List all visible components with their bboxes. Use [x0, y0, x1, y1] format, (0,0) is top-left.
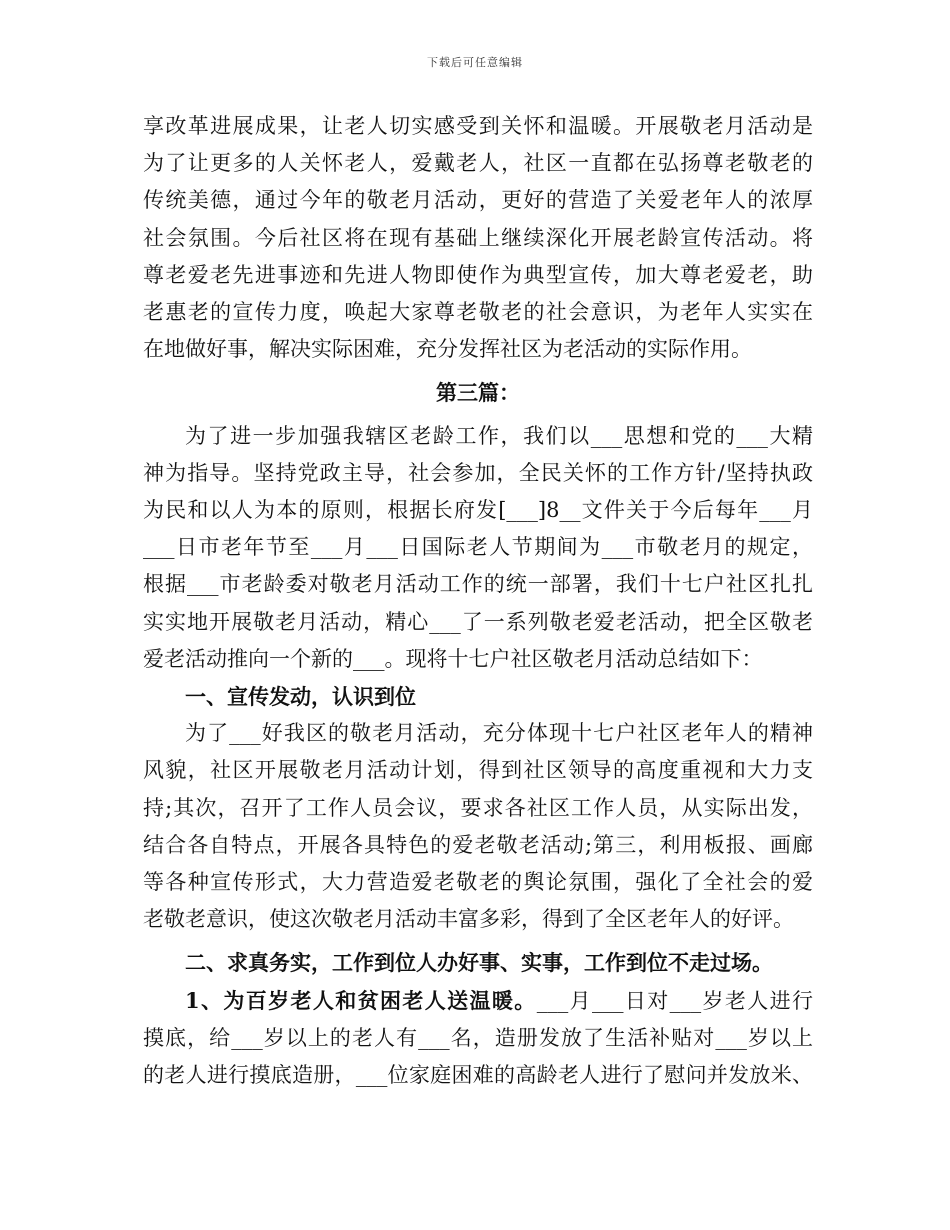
text-line: 摸底，给___岁以上的老人有___名，造册发放了生活补贴对___岁以上 [143, 1025, 813, 1050]
text-line: ___日市老年节至___月___日国际老人节期间为___市敬老月的规定， [143, 535, 813, 560]
text-line: 尊老爱老先进事迹和先进人物即使作为典型宣传，加大尊老爱老，助 [143, 262, 813, 287]
text-line: 根据___市老龄委对敬老月活动工作的统一部署，我们十七户社区扎扎 [143, 572, 813, 597]
paragraph-continuation [143, 108, 813, 368]
text-line [143, 982, 813, 1020]
text-line: 社会氛围。今后社区将在现有基础上继续深化开展老龄宣传活动。将 [143, 225, 813, 250]
section-heading: 第三篇： [436, 380, 520, 406]
paragraph-publicity [143, 715, 813, 938]
text-line: 为了进一步加强我辖区老龄工作，我们以___思想和党的___大精 [185, 423, 813, 448]
text-line: 爱老活动推向一个新的___。现将十七户社区敬老月活动总结如下： [143, 646, 763, 671]
page-header: 下载后可任意编辑 [427, 56, 523, 69]
text-line: 在地做好事，解决实际困难，充分发挥社区为老活动的实际作用。 [143, 337, 752, 362]
text-line: 持;其次，召开了工作人员会议，要求各社区工作人员，从实际出发， [143, 795, 813, 820]
text-line: 风貌，社区开展敬老月活动计划，得到社区领导的高度重视和大力支 [143, 758, 813, 783]
subsection-heading: 二、求真务实，工作到位人办好事、实事，工作到位不走过场。 [185, 950, 773, 976]
document-body [143, 108, 813, 1094]
text-line: 为了___好我区的敬老月活动，充分体现十七户社区老年人的精神 [185, 721, 813, 746]
paragraph-visits [143, 982, 813, 1095]
text-line: 为了让更多的人关怀老人，爱戴老人，社区一直都在弘扬尊老敬老的 [143, 151, 813, 176]
text-line: 神为指导。坚持党政主导，社会参加，全民关怀的工作方针/坚持执政 [143, 460, 813, 485]
text-line: 等各种宣传形式，大力营造爱老敬老的舆论氛围，强化了全社会的爱 [143, 870, 813, 895]
text-line: 为民和以人为本的原则，根据长府发[___]8__文件关于今后每年___月 [143, 498, 813, 523]
text-line: 老敬老意识，使这次敬老月活动丰富多彩，得到了全区老年人的好评。 [143, 907, 794, 932]
text-line: 老惠老的宣传力度，唤起大家尊老敬老的社会意识，为老年人实实在 [143, 300, 813, 325]
text-line: 的老人进行摸底造册，___位家庭困难的高龄老人进行了慰问并发放米、 [143, 1063, 813, 1088]
text-span: ___月___日对___岁老人进行 [536, 988, 813, 1013]
paragraph-intro [143, 418, 813, 678]
subsection-heading: 一、宣传发动，认识到位 [185, 684, 416, 710]
text-line: 结合各自特点，开展各具特色的爱老敬老活动;第三，利用板报、画廊 [143, 832, 813, 857]
text-line: 实实地开展敬老月活动，精心___了一系列敬老爱老活动，把全区敬老 [143, 609, 813, 634]
text-line: 传统美德，通过今年的敬老月活动，更好的营造了关爱老年人的浓厚 [143, 188, 813, 213]
item-lead: 1、为百岁老人和贫困老人送温暖。 [185, 987, 537, 1013]
text-line: 享改革进展成果，让老人切实感受到关怀和温暖。开展敬老月活动是 [143, 114, 813, 138]
